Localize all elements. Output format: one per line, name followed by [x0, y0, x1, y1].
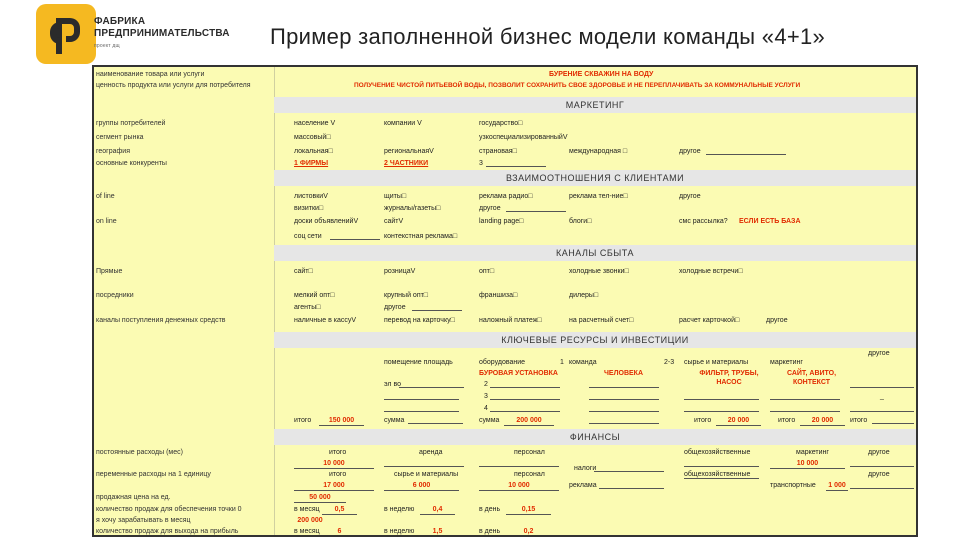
variable-col-other: другое	[868, 471, 890, 478]
resource-team-value: ЧЕЛОВЕКА	[604, 370, 643, 377]
profit-month-label: в месяц	[294, 528, 320, 535]
raw-line-4	[684, 411, 759, 412]
fixed-col-rent: аренда	[419, 449, 443, 456]
variable-total-value: 17 000	[294, 481, 374, 491]
premises-total-label: итого	[294, 417, 312, 424]
consumer-groups-label: группы потребителей	[96, 120, 166, 127]
variable-transport-value: 1 000	[826, 481, 848, 491]
direct-site: сайт□	[294, 268, 313, 275]
resource-premises-line-3	[384, 411, 459, 412]
fixed-col-staff: персонал	[514, 449, 545, 456]
money-cash: наличные в кассуV	[294, 317, 357, 324]
raw-total-value: 20 000	[716, 416, 761, 426]
geo-other: другое	[679, 148, 701, 155]
offline-billboards: щиты□	[384, 193, 407, 200]
variable-other-line	[850, 488, 914, 489]
resource-marketing-value: САЙТ, АВИТО, КОНТЕКСТ	[786, 370, 837, 386]
offline-label: of line	[96, 193, 115, 200]
geo-international: международная □	[569, 148, 628, 155]
other-line-2	[850, 387, 914, 388]
resource-equipment-row-2: 2	[484, 381, 488, 388]
team-sum-label: сумма	[479, 417, 500, 424]
geo-local: локальная□	[294, 148, 333, 155]
resource-raw: сырье и материалы	[684, 359, 749, 366]
equipment-line-4	[490, 411, 560, 412]
resources-other-top: другое	[868, 350, 890, 357]
intermediary-franchise: франшиза□	[479, 292, 518, 299]
breakeven-label: количество продаж для обеспечения точки 0	[96, 506, 242, 513]
online-social-line	[330, 239, 380, 240]
resource-marketing: маркетинг	[770, 359, 803, 366]
profit-week-label: в неделю	[384, 528, 415, 535]
online-context: контекстная реклама□	[384, 233, 458, 240]
marketing-total-value: 20 000	[800, 416, 845, 426]
breakeven-day-label: в день	[479, 506, 501, 513]
other-line-4	[850, 411, 914, 412]
online-sms-note: ЕСЛИ ЕСТЬ БАЗА	[739, 218, 801, 225]
equipment-line-2	[490, 387, 560, 388]
segment-mass: массовый□	[294, 134, 331, 141]
marketing-total-label: итого	[778, 417, 796, 424]
team-line-3	[589, 399, 659, 400]
variable-ads-line	[599, 488, 664, 489]
brand-logo	[36, 4, 96, 64]
channels-header: КАНАЛЫ СБЫТА	[274, 245, 916, 261]
raw-total-label: итого	[694, 417, 712, 424]
fixed-rent-line	[384, 466, 464, 467]
brand-line-1: ФАБРИКА	[94, 16, 146, 27]
fixed-staff-line	[479, 466, 559, 467]
other-underscore: _	[880, 393, 884, 400]
resource-team: команда	[569, 359, 597, 366]
profit-week-value: 1,5	[420, 527, 455, 537]
money-cod: наложный платеж□	[479, 317, 542, 324]
fixed-other-line	[850, 466, 914, 467]
intermediary-dealers: дилеры□	[569, 292, 599, 299]
geo-regional: региональнаяV	[384, 148, 434, 155]
team-line-4	[589, 411, 659, 412]
resource-equipment-num: 1	[560, 359, 564, 366]
group-population: население V	[294, 120, 336, 127]
direct-label: Прямые	[96, 268, 123, 275]
online-landing: landing page□	[479, 218, 524, 225]
team-sum-line	[589, 423, 659, 424]
resource-team-num: 2-3	[664, 359, 675, 366]
equipment-sum-label: сумма	[384, 417, 405, 424]
segment-niche: узкоспециализированныйV	[479, 134, 568, 141]
fixed-col-other: другое	[868, 449, 890, 456]
variable-col-staff: персонал	[514, 471, 545, 478]
fixed-col-general: общехозяйственные	[684, 449, 751, 456]
variable-transport-label: транспортные	[770, 482, 816, 489]
offline-other-line	[506, 211, 566, 212]
team-sum-value: 200 000	[504, 416, 554, 426]
team-line-2	[589, 387, 659, 388]
business-model-sheet	[92, 65, 918, 537]
online-sms: смс рассылка?	[679, 218, 728, 225]
online-blogs: блоги□	[569, 218, 592, 225]
intermediary-other: другое	[384, 304, 406, 311]
offline-radio: реклама радио□	[479, 193, 533, 200]
money-card-payment: расчет карточкой□	[679, 317, 740, 324]
profit-day-label: в день	[479, 528, 501, 535]
product-name-value: БУРЕНИЕ СКВАЖИН НА ВОДУ	[549, 71, 654, 78]
variable-col-total: итого	[329, 471, 347, 478]
direct-retail: розницаV	[384, 268, 416, 275]
intermediary-agents: агенты□	[294, 304, 321, 311]
other-total-line	[872, 423, 914, 424]
breakeven-day-value: 0,15	[506, 505, 551, 515]
marketing-header: МАРКЕТИНГ	[274, 97, 916, 113]
offline-other: другое	[679, 193, 701, 200]
breakeven-week-value: 0,4	[420, 505, 455, 515]
fixed-total-value: 10 000	[294, 459, 374, 469]
offline-tv: реклама тел-ние□	[569, 193, 628, 200]
variable-general-line	[684, 478, 759, 479]
online-site: сайтV	[384, 218, 404, 225]
marketing-line-3	[770, 399, 840, 400]
money-other: другое	[766, 317, 788, 324]
premises-total-value: 150 000	[319, 416, 364, 426]
market-segment-label: сегмент рынка	[96, 134, 144, 141]
product-value-value: ПОЛУЧЕНИЕ ЧИСТОЙ ПИТЬЕВОЙ ВОДЫ, ПОЗВОЛИТ СОХРАНИТЬ СВОЕ ЗДОРОВЬЕ И НЕ ПЕРЕПЛАЧИВАТЬ ЗА КОММУНАЛЬНЫЕ УСЛУГИ	[354, 82, 801, 89]
group-government: государство□	[479, 120, 523, 127]
money-account: на расчетный счет□	[569, 317, 634, 324]
fixed-col-marketing: маркетинг	[796, 449, 829, 456]
breakeven-month-label: в месяц	[294, 506, 320, 513]
fixed-marketing-value: 10 000	[770, 459, 845, 469]
intermediary-other-line	[412, 310, 462, 311]
variable-col-taxes: налоги	[574, 465, 597, 472]
fixed-costs-label: постоянные расходы (мес)	[96, 449, 183, 456]
other-total-label: итого	[850, 417, 868, 424]
competitor-2: 2 ЧАСТНИКИ	[384, 160, 429, 167]
resource-premises: помещение площадь	[384, 359, 453, 366]
product-name-label: наименование товара или услуги	[96, 71, 205, 78]
resource-equipment-value: БУРОВАЯ УСТАНОВКА	[479, 370, 558, 377]
intermediary-small-wholesale: мелкий опт□	[294, 292, 335, 299]
price-value: 50 000	[294, 493, 346, 503]
profit-sales-label: количество продаж для выхода на прибыль	[96, 528, 239, 535]
competitor-1: 1 ФИРМЫ	[294, 160, 329, 167]
geo-other-line	[706, 154, 786, 155]
online-social: соц сети	[294, 233, 322, 240]
brand-tag: проект дщ	[94, 43, 120, 49]
finance-header: ФИНАНСЫ	[274, 429, 916, 445]
equipment-sum-line-1	[408, 423, 463, 424]
resource-premises-line-2	[384, 399, 459, 400]
money-channels-label: каналы поступления денежных средств	[96, 317, 226, 324]
price-label: продажная цена на ед.	[96, 494, 171, 501]
relations-header: ВЗАИМООТНОШЕНИЯ С КЛИЕНТАМИ	[274, 170, 916, 186]
money-card-transfer: перевод на карточку□	[384, 317, 455, 324]
geo-country: страновая□	[479, 148, 517, 155]
intermediary-large-wholesale: крупный опт□	[384, 292, 429, 299]
variable-taxes-line	[594, 471, 664, 472]
variable-raw-value: 6 000	[384, 481, 459, 491]
competitor-3: 3	[479, 160, 483, 167]
resource-equipment: оборудование	[479, 359, 526, 366]
target-income-label: я хочу зарабатывать в месяц	[96, 517, 191, 524]
breakeven-month-value: 0,5	[322, 505, 357, 515]
slide-title: Пример заполненной бизнес модели команды «4+1»	[270, 24, 826, 49]
fixed-general-line	[684, 466, 759, 467]
direct-wholesale: опт□	[479, 268, 495, 275]
variable-costs-label: переменные расходы на 1 единицу	[96, 471, 211, 478]
offline-magazines: журналы/газеты□	[384, 205, 441, 212]
competitors-label: основные конкуренты	[96, 160, 167, 167]
brand-name	[94, 16, 230, 52]
variable-col-general: общехозяйственные	[684, 471, 751, 478]
online-label: on line	[96, 218, 117, 225]
resource-electricity-line	[399, 387, 464, 388]
variable-staff-value: 10 000	[479, 481, 559, 491]
profit-month-value: 6	[322, 527, 357, 537]
resource-equipment-row-4: 4	[484, 405, 488, 412]
resource-raw-value: ФИЛЬТР, ТРУБЫ, НАСОС	[699, 370, 759, 386]
direct-cold-meetings: холодные встречи□	[679, 268, 743, 275]
label-column-divider	[274, 67, 275, 535]
resources-header: КЛЮЧЕВЫЕ РЕСУРСЫ И ИНВЕСТИЦИИ	[274, 332, 916, 348]
fabrika-logo-icon	[36, 4, 96, 64]
profit-day-value: 0,2	[506, 527, 551, 537]
brand-line-2: ПРЕДПРИНИМАТЕЛЬСТВА	[94, 28, 230, 39]
competitor-3-line	[486, 166, 546, 167]
offline-other-2: другое	[479, 205, 501, 212]
offline-leaflets: листовкиV	[294, 193, 328, 200]
variable-ads-label: реклама	[569, 482, 597, 489]
direct-cold-calls: холодные звонки□	[569, 268, 629, 275]
intermediary-label: посредники	[96, 292, 134, 299]
offline-cards: визитки□	[294, 205, 324, 212]
product-value-label: ценность продукта или услуги для потребителя	[96, 82, 251, 89]
target-income-value: 200 000	[297, 517, 323, 524]
online-boards: доски объявленийV	[294, 218, 359, 225]
marketing-line-4	[770, 411, 840, 412]
equipment-line-3	[490, 399, 560, 400]
resource-equipment-row-3: 3	[484, 393, 488, 400]
geography-label: география	[96, 148, 130, 155]
raw-line-3	[684, 399, 759, 400]
fixed-col-total: итого	[329, 449, 347, 456]
resource-electricity: эл во	[384, 381, 401, 388]
group-companies: компании V	[384, 120, 422, 127]
breakeven-week-label: в неделю	[384, 506, 415, 513]
variable-col-raw: сырье и материалы	[394, 471, 459, 478]
